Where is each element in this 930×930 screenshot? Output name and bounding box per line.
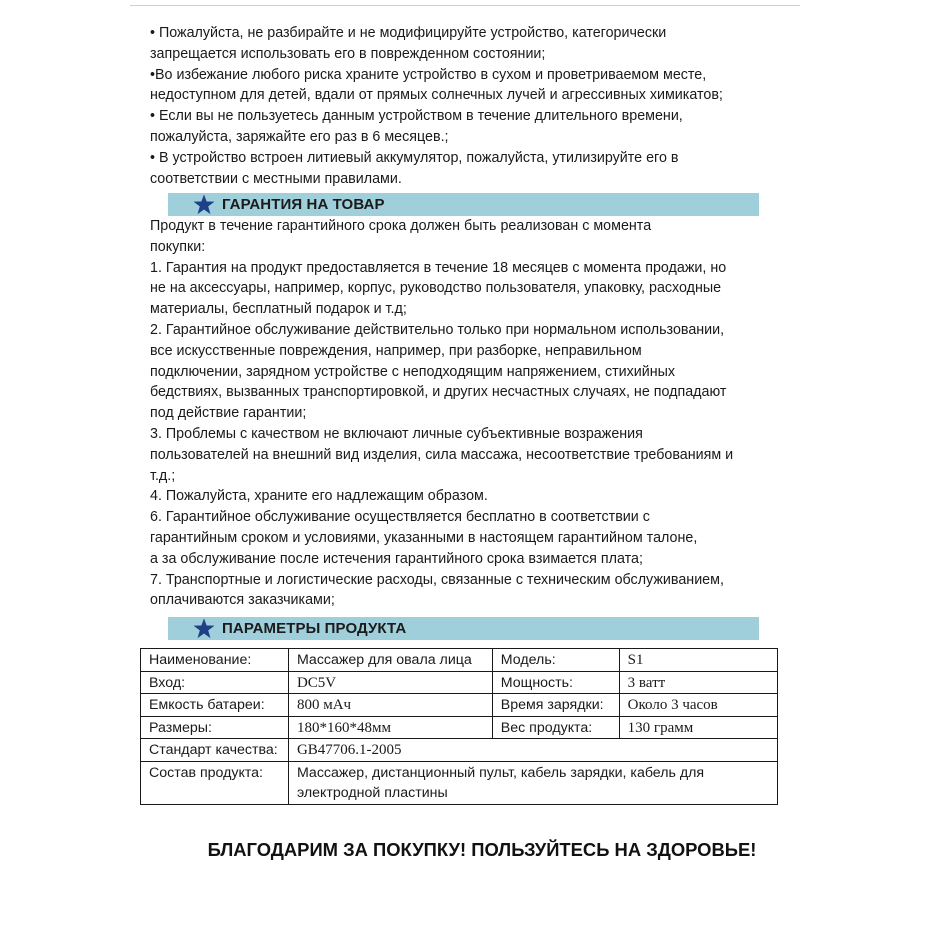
input-value: DC5V [288,671,492,694]
warranty-line: гарантийным сроком и условиями, указанными в настоящем гарантийном талоне, [150,529,698,546]
warranty-line: подключении, зарядном устройстве с неподходящим напряжением, стихийных [150,363,676,380]
safety-line: пожалуйста, заряжайте его раз в 6 месяцев.; [150,128,449,145]
input-label: Вход: [141,671,289,694]
warranty-line: оплачиваются заказчиками; [150,592,335,609]
weight-value: 130 грамм [619,716,777,739]
power-label: Мощность: [492,671,619,694]
warranty-section [150,216,810,611]
contents-label: Состав продукта: [141,761,289,804]
warranty-line: бедствиях, вызванных транспортировкой, и других несчастных случаях, не подпадают [150,384,727,401]
table-row [141,761,778,804]
contents-value: Массажер, дистанционный пульт, кабель зарядки, кабель для электродной пластины [288,761,777,804]
warranty-line: 4. Пожалуйста, храните его надлежащим образом. [150,488,488,505]
power-value: 3 ватт [619,671,777,694]
thank-you-note: БЛАГОДАРИМ ЗА ПОКУПКУ! ПОЛЬЗУЙТЕСЬ НА ЗДОРОВЬЕ! [207,839,757,860]
charge-value: Около 3 часов [619,694,777,717]
size-value: 180*160*48мм [288,716,492,739]
star-icon [193,194,217,216]
warranty-line: т.д.; [150,467,176,484]
safety-line: недоступном для детей, вдали от прямых солнечных лучей и агрессивных химикатов; [150,87,723,104]
safety-line: •Во избежание любого риска храните устройство в сухом и проветриваемом месте, [150,66,707,83]
safety-section [150,23,810,189]
warranty-line: материалы, бесплатный подарок и т.д; [150,301,407,318]
safety-line: соответствии с местными правилами. [150,170,402,187]
warranty-line: Продукт в течение гарантийного срока должен быть реализован с момента [150,218,652,234]
warranty-line: пользователей на внешний вид изделия, сила массажа, несоответствие требованиям и [150,446,734,463]
warranty-line: все искусственные повреждения, например, при разборке, неправильном [150,342,642,359]
warranty-line: 3. Проблемы с качеством не включают личные субъективные возражения [150,425,643,442]
table-row [141,694,778,717]
warranty-heading: ГАРАНТИЯ НА ТОВАР [222,196,385,213]
battery-value: 800 мАч [288,694,492,717]
table-row [141,671,778,694]
warranty-line: не на аксессуары, например, корпус, руководство пользователя, упаковку, расходные [150,280,722,297]
warranty-heading-band [168,193,759,216]
top-divider [130,5,800,6]
star-icon [193,618,217,640]
warranty-line: 2. Гарантийное обслуживание действительно только при нормальном использовании, [150,321,725,338]
params-heading: ПАРАМЕТРЫ ПРОДУКТА [222,620,407,637]
name-label: Наименование: [141,649,289,672]
table-row [141,649,778,672]
safety-line: запрещается использовать его в поврежденном состоянии; [150,45,546,62]
warranty-line: 6. Гарантийное обслуживание осуществляется бесплатно в соответствии с [150,509,650,526]
standard-value: GB47706.1-2005 [288,739,777,762]
safety-line: • Если вы не пользуетесь данным устройством в течение длительного времени, [150,108,683,125]
name-value: Массажер для овала лица [288,649,492,672]
model-value: S1 [619,649,777,672]
warranty-line: покупки: [150,238,206,255]
params-table [140,648,778,805]
safety-line: • В устройство встроен литиевый аккумулятор, пожалуйста, утилизируйте его в [150,149,679,166]
safety-line: • Пожалуйста, не разбирайте и не модифицируйте устройство, категорически [150,25,667,41]
warranty-line: 7. Транспортные и логистические расходы, связанные с техническим обслуживанием, [150,571,724,588]
charge-label: Время зарядки: [492,694,619,717]
table-row [141,716,778,739]
standard-label: Стандарт качества: [141,739,289,762]
params-heading-band [168,617,759,640]
warranty-line: а за обслуживание после истечения гарантийного срока взимается плата; [150,550,643,567]
size-label: Размеры: [141,716,289,739]
weight-label: Вес продукта: [492,716,619,739]
model-label: Модель: [492,649,619,672]
warranty-line: под действие гарантии; [150,405,307,422]
battery-label: Емкость батареи: [141,694,289,717]
table-row [141,739,778,762]
warranty-line: 1. Гарантия на продукт предоставляется в течение 18 месяцев с момента продажи, но [150,259,727,276]
